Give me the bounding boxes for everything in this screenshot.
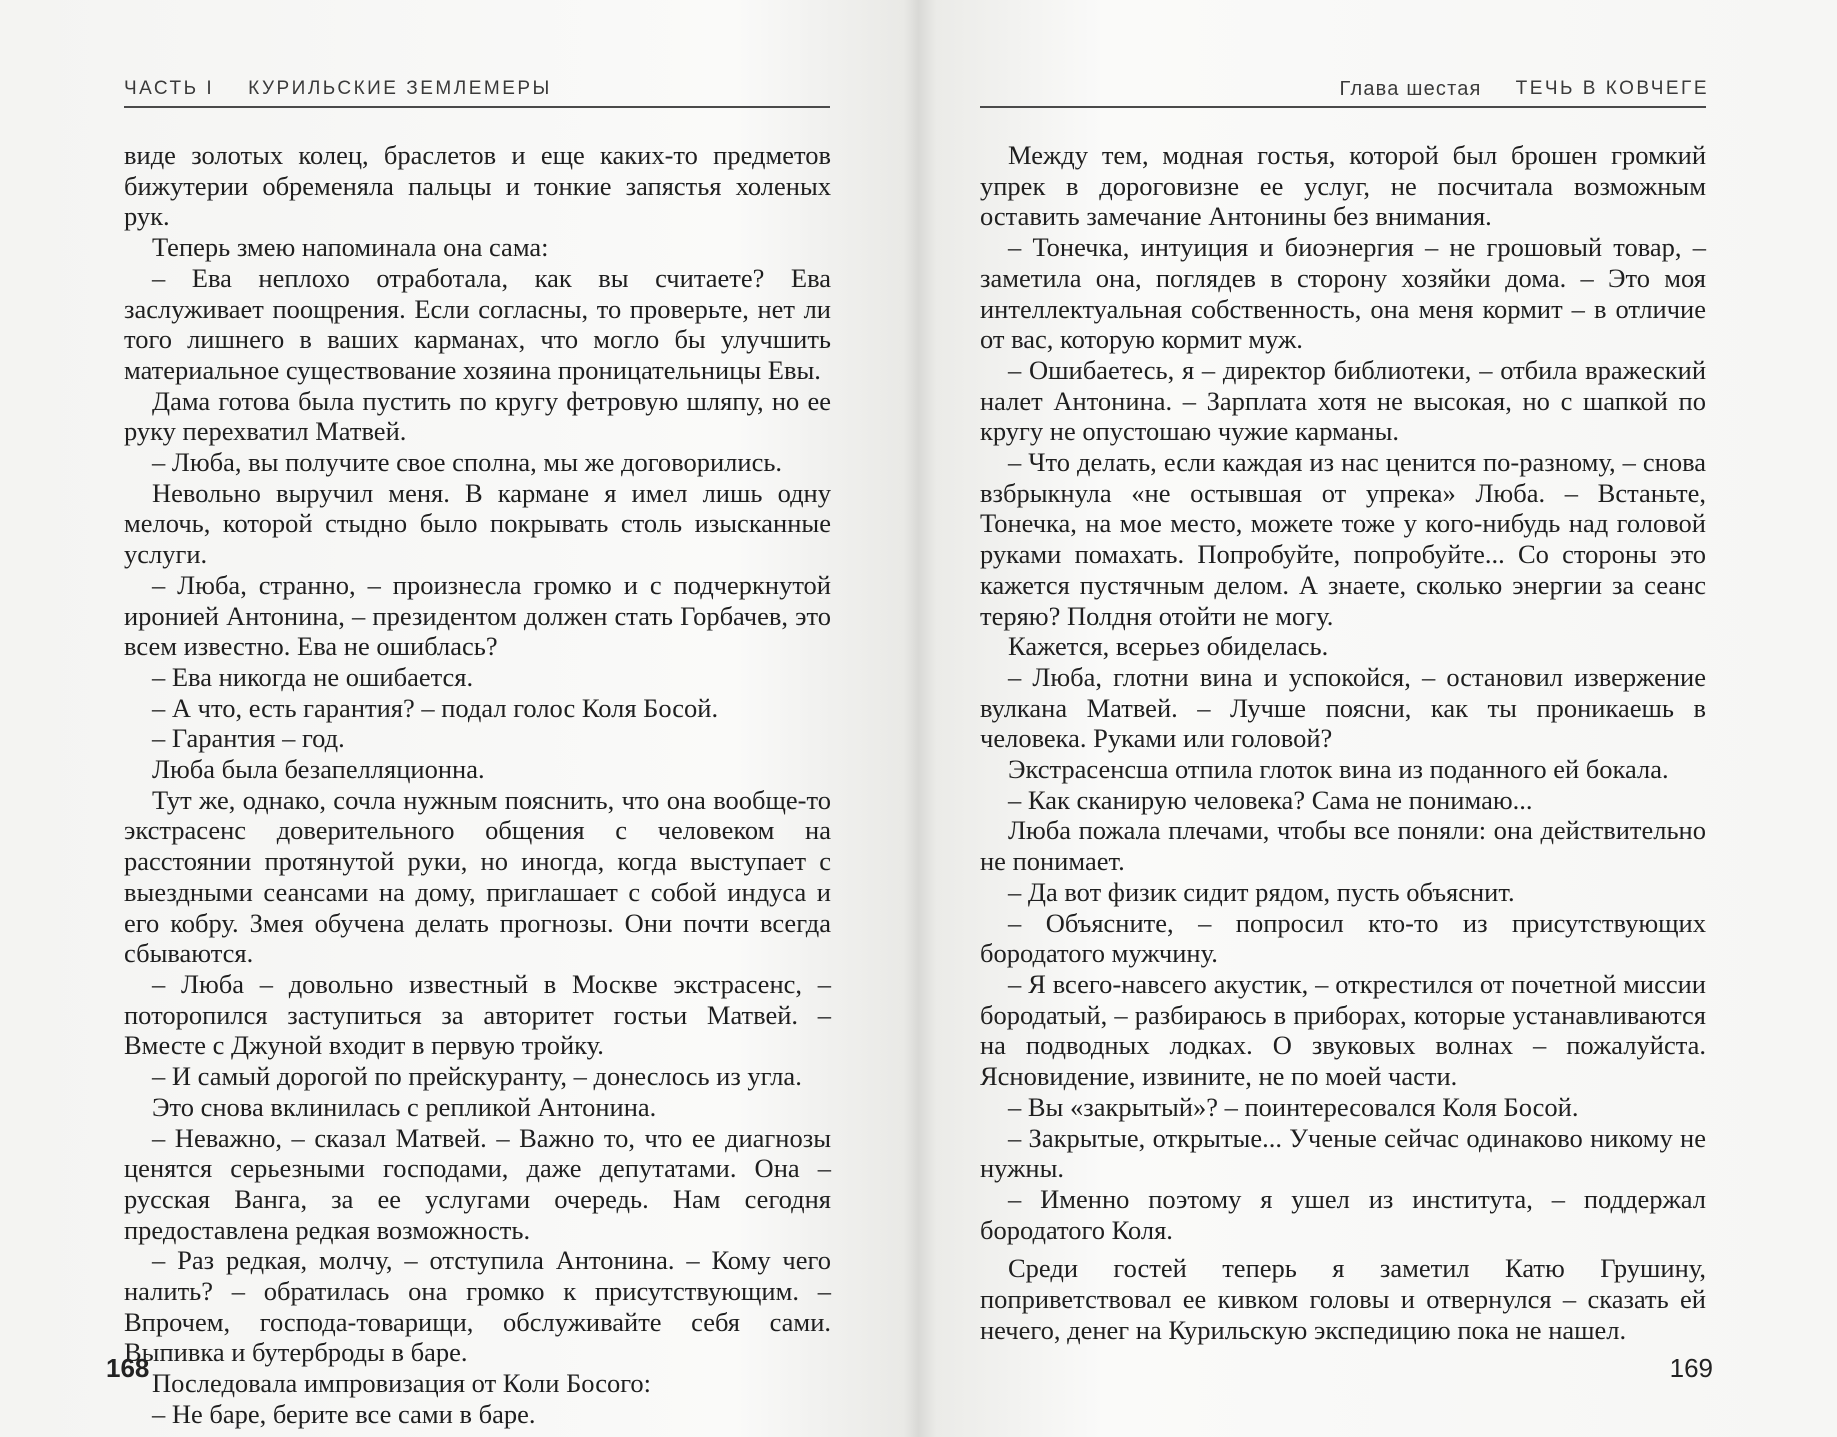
left-page-body <box>124 140 831 1430</box>
page-number-right: 169 <box>1669 1353 1713 1383</box>
paragraph: – Ошибаетесь, я – директор библиотеки, – отбила вражеский налет Антонина. – Зарплата хотя не высокая, но с шапкой по кругу не опустошаю чужие карманы. <box>980 354 1706 447</box>
part-label: ЧАСТЬ I <box>124 78 215 99</box>
paragraph: – А что, есть гарантия? – подал голос Коля Босой. <box>152 692 719 723</box>
paragraph: – Закрытые, открытые... Ученые сейчас одинаково никому не нужны. <box>980 1122 1706 1184</box>
paragraph: Тут же, однако, сочла нужным пояснить, что она вообще-то экстрасенс доверительного общения с человеком на расстоянии протянутой руки, но иногда, когда выступает с выездными сеансами на дому, приглашает с собой индуса и его кобру. Змея обучена делать прогнозы. Они почти всегда сбываются. <box>124 784 831 969</box>
paragraph: Люба пожала плечами, чтобы все поняли: она действительно не понимает. <box>980 815 1706 877</box>
running-head-left <box>124 78 552 100</box>
paragraph: – Неважно, – сказал Матвей. – Важно то, что ее диагнозы ценятся серьезными господами, даже депутатами. Она – русская Ванга, за ее услугами очередь. Нам сегодня предоставлена редкая возможность. <box>124 1122 831 1245</box>
paragraph: – Люба – довольно известный в Москве экстрасенс, – поторопился заступиться за авторитет гостьи Матвей. – Вместе с Джуной входит в первую тройку. <box>124 968 831 1061</box>
page-number-left: 168 <box>106 1353 150 1383</box>
paragraph: – Раз редкая, молчу, – отступила Антонина. – Кому чего налить? – обратилась она громко к присутствующим. – Впрочем, господа-товарищи, обслуживайте себя сами. Выпивка и бутерброды в баре. <box>124 1245 831 1368</box>
paragraph: – Люба, глотни вина и успокойся, – остановил извержение вулкана Матвей. – Лучше поясни, как ты проникаешь в человека. Руками или головой? <box>980 661 1706 754</box>
paragraph: Экстрасенсша отпила глоток вина из поданного ей бокала. <box>1008 754 1669 785</box>
paragraph: Невольно выручил меня. В кармане я имел лишь одну мелочь, которой стыдно было покрывать столь изысканные услуги. <box>124 477 831 570</box>
paragraph: – Именно поэтому я ушел из института, – поддержал бородатого Коля. <box>980 1183 1706 1245</box>
paragraph: – Ева неплохо отработала, как вы считаете? Ева заслуживает поощрения. Если согласны, то проверьте, нет ли того лишнего в ваших карманах, что могло бы улучшить материальное существование хозяина проницательницы Евы. <box>124 262 831 385</box>
paragraph: – Вы «закрытый»? – поинтересовался Коля Босой. <box>1008 1091 1579 1122</box>
paragraph: Между тем, модная гостья, которой был брошен громкий упрек в дороговизне ее услуг, не посчитала возможным оставить замечание Антонины без внимания. <box>980 140 1706 232</box>
chapter-title: ТЕЧЬ В КОВЧЕГЕ <box>1515 78 1709 99</box>
running-head-right <box>1340 78 1709 101</box>
paragraph: – И самый дорогой по прейскуранту, – донеслось из угла. <box>152 1061 802 1092</box>
paragraph: – Гарантия – год. <box>152 723 345 754</box>
part-title: КУРИЛЬСКИЕ ЗЕМЛЕМЕРЫ <box>248 78 552 99</box>
paragraph: – Объясните, – попросил кто-то из присутствующих бородатого мужчину. <box>980 907 1706 969</box>
paragraph: Среди гостей теперь я заметил Катю Грушину, поприветствовал ее кивком головы и отвернулся – сказать ей нечего, денег на Курильскую экспедицию пока не нашел. <box>980 1253 1706 1345</box>
paragraph: Люба была безапелляционна. <box>152 754 485 785</box>
paragraph: – Что делать, если каждая из нас ценится по-разному, – снова взбрыкнула «не остывшая от упрека» Люба. – Встаньте, Тонечка, на мое место, можете тоже у кого-нибудь над головой руками помахать. Попробуйте, попробуйте... Со стороны это кажется пустячным делом. А знаете, сколько энергии за сеанс теряю? Полдня отойти не могу. <box>980 447 1706 631</box>
paragraph: – Как сканирую человека? Сама не понимаю... <box>1008 784 1533 815</box>
paragraph: виде золотых колец, браслетов и еще каких-то предметов бижутерии обременяла пальцы и тонкие запястья холеных рук. <box>124 140 831 232</box>
paragraph: Это снова вклинилась с репликой Антонина. <box>152 1091 657 1122</box>
paragraph: Последовала импровизация от Коли Босого: <box>152 1368 652 1399</box>
header-rule-left <box>124 106 830 108</box>
paragraph: – Я всего-навсего акустик, – открестился от почетной миссии бородатый, – разбираюсь в приборах, которые устанавливаются на подводных лодках. О звуковых волнах – пожалуйста. Ясновидение, извините, не по моей части. <box>980 968 1706 1092</box>
paragraph: – Ева никогда не ошибается. <box>152 661 474 692</box>
right-page-body <box>980 140 1706 1345</box>
chapter-label: Глава шестая <box>1339 78 1482 100</box>
paragraph: – Да вот физик сидит рядом, пусть объяснит. <box>1008 876 1515 907</box>
left-page <box>0 0 918 1437</box>
paragraph: – Люба, странно, – произнесла громко и с подчеркнутой иронией Антонина, – президентом должен стать Горбачев, это всем известно. Ева не ошиблась? <box>124 569 831 662</box>
paragraph: – Не баре, берите все сами в баре. <box>152 1398 536 1429</box>
paragraph: Дама готова была пустить по кругу фетровую шляпу, но ее руку перехватил Матвей. <box>124 385 831 447</box>
header-rule-right <box>980 106 1706 108</box>
paragraph: – Люба, вы получите свое сполна, мы же договорились. <box>152 447 783 478</box>
paragraph: – Тонечка, интуиция и биоэнергия – не грошовый товар, – заметила она, поглядев в сторону хозяйки дома. – Это моя интеллектуальная собственность, она меня кормит – в отличие от вас, которую кормит муж. <box>980 232 1706 355</box>
paragraph: Кажется, всерьез обиделась. <box>1008 631 1329 662</box>
paragraph: Теперь змею напоминала она сама: <box>152 232 549 263</box>
right-page <box>918 0 1837 1437</box>
